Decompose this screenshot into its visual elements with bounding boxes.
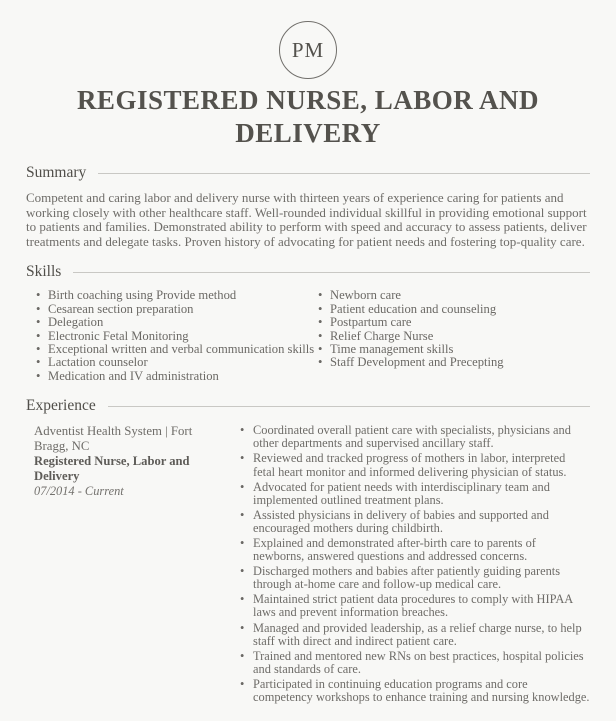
heading-rule (108, 406, 590, 407)
skill-item: • Electronic Fetal Monitoring (36, 330, 304, 343)
experience-bullet: • Assisted physicians in delivery of babies and supported and encouraged mothers during childbirth. (240, 509, 590, 535)
heading-rule (73, 272, 590, 273)
skill-item: • Birth coaching using Provide method (36, 289, 304, 302)
skill-item: • Delegation (36, 316, 304, 329)
skills-column-right (318, 289, 504, 383)
skill-item: • Time management skills (318, 343, 504, 356)
experience-heading-row (26, 396, 590, 415)
experience-bullet: • Participated in continuing education programs and core competency workshops to enhance training and nursing knowledge. (240, 678, 590, 704)
experience-entry (26, 424, 590, 706)
experience-heading: Experience (26, 396, 96, 414)
section-summary (26, 163, 590, 249)
skill-item: • Postpartum care (318, 316, 504, 329)
skill-item: • Medication and IV administration (36, 370, 304, 383)
skills-column-left (36, 288, 315, 383)
skill-item: • Newborn care (318, 289, 504, 302)
skill-item: • Lactation counselor (36, 356, 304, 369)
experience-job-title: Registered Nurse, Labor and Delivery (34, 454, 190, 484)
heading-rule (98, 173, 590, 174)
experience-bullet: • Explained and demonstrated after-birth care to parents of newborns, answered questions and addressed concerns. (240, 537, 590, 563)
summary-heading: Summary (26, 163, 87, 181)
skills-heading: Skills (26, 262, 62, 280)
monogram-badge (279, 21, 337, 79)
summary-text: Competent and caring labor and delivery nurse with thirteen years of experience caring for patients and working closely with other healthcare staff. Well-rounded individual skillful in providing emotional support to patients and families. Demonstrated ability to perform with speed and accuracy to assess patients, deliver treatments and delegate tasks. Proven history of advocating for patient needs and fostering top-quality care. (26, 190, 587, 249)
experience-bullet: • Maintained strict patient data procedures to comply with HIPAA laws and prevent information breaches. (240, 593, 590, 619)
section-skills (26, 262, 590, 383)
experience-bullet: • Discharged mothers and babies after patiently guiding parents through at-home care and follow-up medical care. (240, 565, 590, 591)
skills-columns (26, 289, 590, 383)
resume-page (0, 21, 616, 721)
page-title: REGISTERED NURSE, LABOR AND DELIVERY (76, 85, 540, 148)
summary-heading-row (26, 163, 590, 182)
experience-bullet-list (240, 424, 590, 706)
skill-item: • Patient education and counseling (318, 303, 504, 316)
experience-employer: Adventist Health System | Fort Bragg, NC (34, 424, 193, 454)
experience-meta (34, 424, 222, 706)
section-experience (26, 396, 590, 706)
skills-heading-row (26, 262, 590, 281)
experience-bullet: • Trained and mentored new RNs on best practices, hospital policies and standards of care. (240, 650, 590, 676)
experience-bullet: • Advocated for patient needs with interdisciplinary team and implemented outlined treatment plans. (240, 481, 590, 507)
skill-item: • Staff Development and Precepting (318, 356, 504, 369)
skill-item: • Exceptional written and verbal communication skills (36, 343, 304, 356)
experience-bullet: • Reviewed and tracked progress of mothers in labor, interpreted fetal heart monitor and informed delivering physician of status. (240, 452, 590, 478)
experience-dates: 07/2014 - Current (34, 484, 124, 499)
skill-item: • Relief Charge Nurse (318, 330, 504, 343)
skill-item: • Cesarean section preparation (36, 303, 304, 316)
experience-bullet: • Managed and provided leadership, as a relief charge nurse, to help staff with direct and indirect patient care. (240, 622, 590, 648)
monogram-text: PM (291, 37, 325, 62)
experience-bullet: • Coordinated overall patient care with specialists, physicians and other departments and supervised ancillary staff. (240, 424, 590, 450)
